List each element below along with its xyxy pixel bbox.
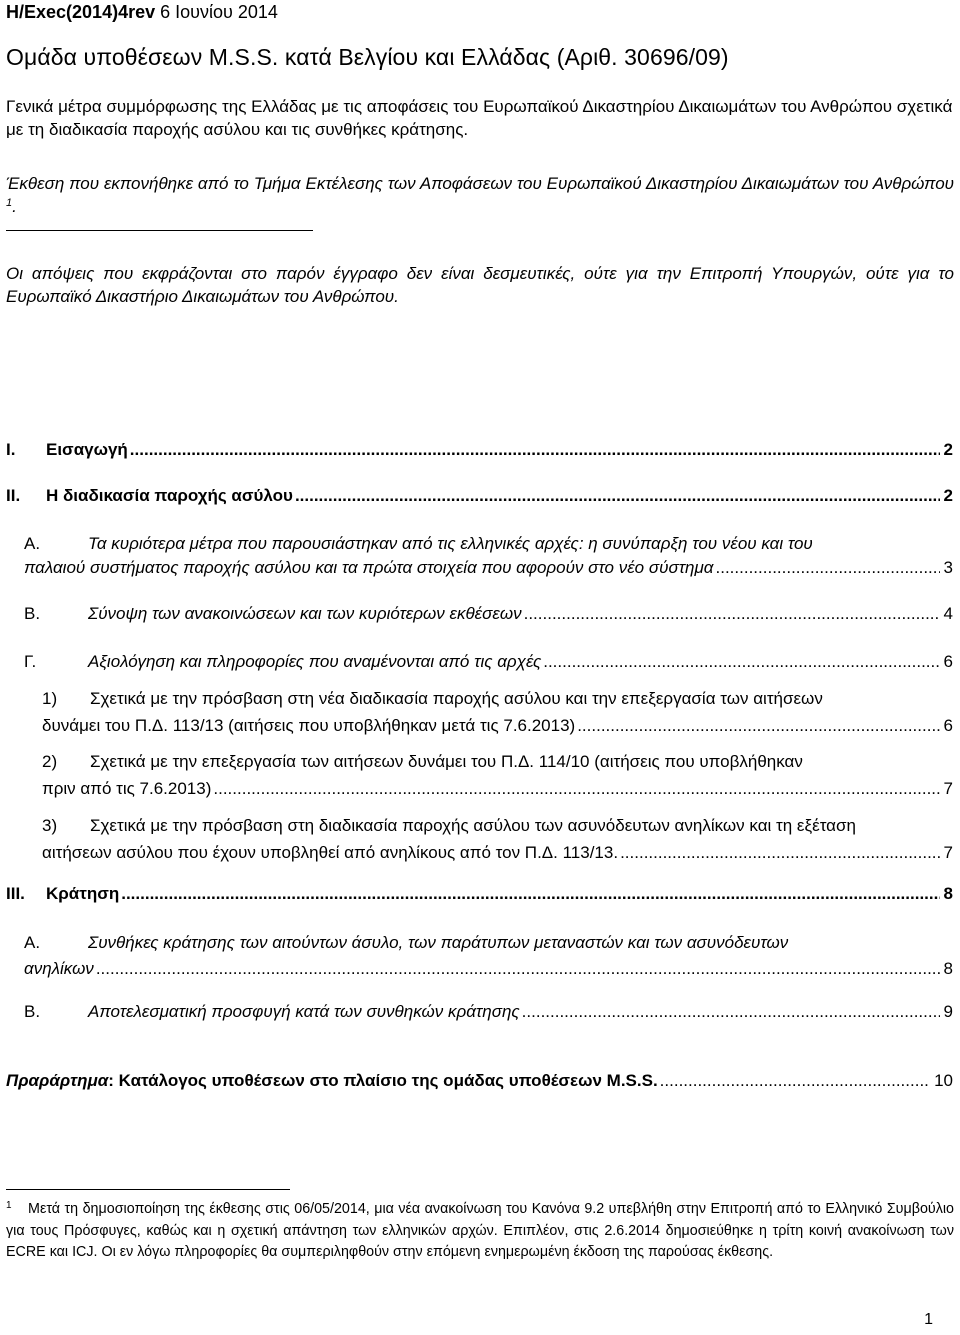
toc-leader (543, 650, 939, 674)
toc-leader (96, 956, 940, 982)
page-number: 1 (924, 1311, 933, 1328)
toc-entry-detention-b[interactable] (0, 1000, 960, 1024)
toc-text-line2: αιτήσεων ασύλου που έχουν υποβληθεί από ανηλίκους από τον Π.Δ. 113/13. (42, 843, 619, 862)
toc-number: A. (24, 534, 41, 553)
toc-page: 7 (943, 843, 953, 862)
toc-number: II. (6, 486, 21, 505)
toc-number: A. (24, 933, 41, 952)
toc-number: III. (6, 884, 25, 903)
toc-text-line1: Συνθήκες κράτησης των αιτούντων άσυλο, των παράτυπων μεταναστών και των ασυνόδευτων (88, 933, 789, 952)
toc-leader (213, 775, 939, 802)
toc-page: 2 (943, 440, 953, 459)
toc-text-line2: ανηλίκων (24, 959, 94, 978)
toc-text: Αποτελεσματική προσφυγή κατά των συνθηκών κράτησης (88, 1002, 520, 1021)
toc-entry-detention[interactable] (0, 882, 960, 906)
toc-number: Γ. (24, 652, 37, 671)
toc-leader (577, 712, 939, 739)
footnote (6, 1199, 954, 1263)
toc-text-line1: Σχετικά με την πρόσβαση στη νέα διαδικασία παροχής ασύλου και την επεξεργασία των αιτήσεων (90, 689, 823, 708)
footnote-ref-mark[interactable]: 1 (6, 197, 13, 209)
toc-entry-annex[interactable] (0, 1069, 960, 1093)
toc-number: 2) (42, 752, 58, 771)
document-date: 6 Ιουνίου 2014 (160, 2, 278, 22)
toc-number: 1) (42, 689, 58, 708)
toc-text-line1: Τα κυριότερα μέτρα που παρουσιάστηκαν από τις ελληνικές αρχές: η συνύπαρξη του νέου και του (88, 534, 813, 553)
toc-number: B. (24, 604, 41, 623)
footnote-separator (6, 1189, 290, 1190)
toc-page: 10 (934, 1071, 953, 1090)
toc-page: 4 (943, 604, 953, 623)
toc-entry-section-b[interactable] (0, 602, 960, 626)
disclaimer: Οι απόψεις που εκφράζονται στο παρόν έγγραφο δεν είναι δεσμευτικές, ούτε για την Επιτροπή Υπουργών, ούτε για το Ευρωπαϊκό Δικαστήριο Δικαιωμάτων του Ανθρώπου. (6, 264, 954, 306)
toc-entry-section-g[interactable] (0, 650, 960, 674)
toc-leader (121, 882, 939, 906)
toc-text: Εισαγωγή (46, 440, 128, 459)
toc-entry-g2[interactable] (0, 748, 960, 802)
toc-entry-detention-a[interactable] (0, 930, 960, 982)
report-note-end: . (12, 197, 17, 216)
document-subtitle: Γενικά μέτρα συμμόρφωσης της Ελλάδας με τις αποφάσεις του Ευρωπαϊκού Δικαστηρίου Δικαιωμάτων του Ανθρώπου σχετικά με τη διαδικασία παροχής ασύλου και τις συνθήκες κράτησης. (6, 97, 953, 139)
report-note (6, 172, 954, 221)
toc-page: 6 (943, 716, 953, 735)
toc-leader (130, 438, 940, 462)
toc-text-line2: παλαιού συστήματος παροχής ασύλου και τα πρώτα στοιχεία που αφορούν στο νέο σύστημα (24, 558, 714, 577)
toc-text: Σύνοψη των ανακοινώσεων και των κυριότερων εκθέσεων (88, 604, 522, 623)
toc-number: 3) (42, 816, 58, 835)
toc-page: 6 (943, 652, 953, 671)
toc-entry-introduction[interactable] (0, 438, 960, 462)
toc-page: 2 (943, 486, 953, 505)
toc-leader (660, 1069, 930, 1093)
toc-text: Κράτηση (46, 884, 120, 903)
footnote-mark: 1 (6, 1200, 12, 1211)
toc-text: Η διαδικασία παροχής ασύλου (46, 486, 293, 505)
toc-leader (620, 839, 939, 866)
toc-text-line2: πριν από τις 7.6.2013) (42, 779, 212, 798)
toc-annex-label: Πραράρτημα (6, 1071, 109, 1090)
document-title: Ομάδα υποθέσεων M.S.S. κατά Βελγίου και Ελλάδας (Αριθ. 30696/09) (6, 44, 729, 70)
toc-text: Αξιολόγηση και πληροφορίες που αναμένονται από τις αρχές (88, 652, 542, 671)
toc-entry-g3[interactable] (0, 812, 960, 866)
document-reference: H/Exec(2014)4rev (6, 2, 156, 22)
toc-page: 9 (943, 1002, 953, 1021)
toc-entry-g1[interactable] (0, 685, 960, 739)
toc-page: 8 (943, 884, 953, 903)
toc-leader (295, 484, 940, 508)
report-note-text: Έκθεση που εκπονήθηκε από το Τμήμα Εκτέλεσης των Αποφάσεων του Ευρωπαϊκού Δικαστηρίου Δικαιωμάτων του Ανθρώπου (6, 174, 954, 193)
toc-entry-asylum-procedure[interactable] (0, 484, 960, 508)
toc-text-line1: Σχετικά με την επεξεργασία των αιτήσεων δυνάμει του Π.Δ. 114/10 (αιτήσεις που υποβλήθηκαν (90, 752, 803, 771)
footnote-text: Μετά τη δημοσιοποίηση της έκθεσης στις 06/05/2014, μια νέα ανακοίνωση του Κανόνα 9.2 υπεβλήθη στην Επιτροπή από το Ελληνικό Συμβούλιο για τους Πρόσφυγες, καθώς και η σχετική απάντηση των ελληνικών αρχών. Επιπλέον, στις 2.6.2014 δημοσιεύθηκε η τρίτη κοινή ανακοίνωση των ECRE και ICJ. Οι εν λόγω πληροφορίες θα συμπεριληφθούν στην επόμενη ενημερωμένη έκδοση της παρούσας έκθεσης. (6, 1201, 954, 1260)
toc-page: 3 (943, 558, 953, 577)
toc-leader (522, 1000, 940, 1024)
toc-number: I. (6, 440, 16, 459)
separator-rule (6, 230, 313, 231)
toc-leader (524, 602, 940, 626)
toc-page: 8 (943, 959, 953, 978)
toc-number: B. (24, 1002, 41, 1021)
toc-page: 7 (943, 779, 953, 798)
document-header (6, 2, 278, 23)
toc-leader (716, 556, 940, 580)
toc-text: : Κατάλογος υποθέσεων στο πλαίσιο της ομάδας υποθέσεων M.S.S. (108, 1071, 658, 1090)
toc-text-line2: δυνάμει του Π.Δ. 113/13 (αιτήσεις που υποβλήθηκαν μετά τις 7.6.2013) (42, 716, 576, 735)
toc-text-line1: Σχετικά με την πρόσβαση στη διαδικασία παροχής ασύλου των ασυνόδευτων ανηλίκων και τη εξέταση (90, 816, 856, 835)
toc-entry-section-a[interactable] (0, 532, 960, 580)
